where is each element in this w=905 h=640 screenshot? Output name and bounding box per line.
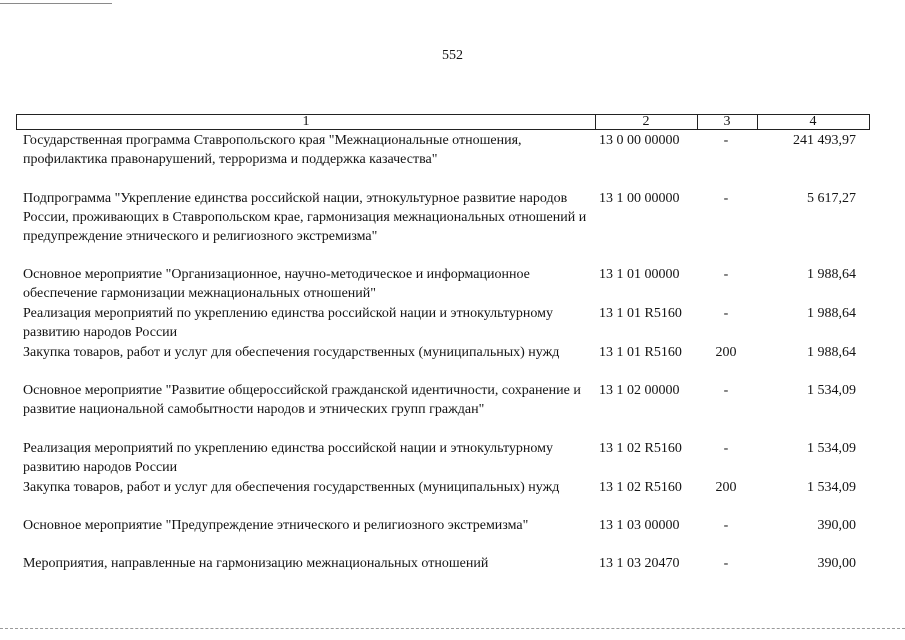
row-name: Основное мероприятие "Организационное, научно-методическое и информационное обеспечение гармонизации межнациональных отношений" (23, 267, 530, 301)
header-col-3: 3 (723, 114, 731, 129)
row-type: - (723, 267, 729, 282)
row-name: Подпрограмма "Укрепление единства российской нации, этнокультурное развитие народов России, проживающих в Ставропольском крае, гармонизация межнациональных отношений и предупреждение этнического и религиозного экстремизма" (23, 191, 587, 244)
row-amount: 241 493,97 (793, 133, 856, 148)
row-type: 200 (715, 480, 737, 495)
row-name: Мероприятия, направленные на гармонизацию межнациональных отношений (23, 556, 489, 571)
row-amount: 5 617,27 (807, 191, 856, 206)
row-amount: 390,00 (817, 556, 856, 571)
header-col-1: 1 (302, 114, 310, 129)
row-name: Основное мероприятие "Предупреждение этнического и религиозного экстремизма" (23, 518, 529, 533)
row-amount: 1 988,64 (807, 267, 856, 282)
row-code: 13 1 00 00000 (599, 191, 680, 206)
row-code: 13 1 02 R5160 (599, 480, 682, 495)
row-type: - (723, 441, 729, 456)
table-header (16, 114, 870, 130)
row-name: Государственная программа Ставропольского края "Межнациональные отношения, профилактика правонарушений, терроризма и поддержка казачества" (23, 133, 522, 167)
row-amount: 1 988,64 (807, 306, 856, 321)
row-code: 13 1 03 20470 (599, 556, 680, 571)
row-code: 13 1 01 R5160 (599, 345, 682, 360)
row-name: Закупка товаров, работ и услуг для обеспечения государственных (муниципальных) нужд (23, 480, 560, 495)
scan-bottom-line (0, 628, 905, 629)
row-type: - (723, 191, 729, 206)
row-type: - (723, 306, 729, 321)
row-type: - (723, 556, 729, 571)
row-type: - (723, 133, 729, 148)
row-amount: 390,00 (817, 518, 856, 533)
row-type: 200 (715, 345, 737, 360)
row-amount: 1 988,64 (807, 345, 856, 360)
row-name: Закупка товаров, работ и услуг для обеспечения государственных (муниципальных) нужд (23, 345, 560, 360)
row-code: 13 1 01 R5160 (599, 306, 682, 321)
row-type: - (723, 383, 729, 398)
header-col-2: 2 (642, 114, 650, 129)
scan-top-line (0, 3, 112, 4)
row-code: 13 1 03 00000 (599, 518, 680, 533)
row-amount: 1 534,09 (807, 383, 856, 398)
row-name: Реализация мероприятий по укреплению единства российской нации и этнокультурному развитию народов России (23, 306, 554, 340)
row-name: Основное мероприятие "Развитие общероссийской гражданской идентичности, сохранение и развитие национальной самобытности народов и этнических групп граждан" (23, 383, 581, 417)
budget-table (16, 114, 870, 571)
row-name: Реализация мероприятий по укреплению единства российской нации и этнокультурному развитию народов России (23, 441, 554, 475)
row-code: 13 1 01 00000 (599, 267, 680, 282)
row-amount: 1 534,09 (807, 480, 856, 495)
header-col-4: 4 (809, 114, 817, 129)
row-code: 13 1 02 R5160 (599, 441, 682, 456)
page-number: 552 (442, 48, 463, 63)
row-type: - (723, 518, 729, 533)
row-code: 13 0 00 00000 (599, 133, 680, 148)
row-amount: 1 534,09 (807, 441, 856, 456)
row-code: 13 1 02 00000 (599, 383, 680, 398)
